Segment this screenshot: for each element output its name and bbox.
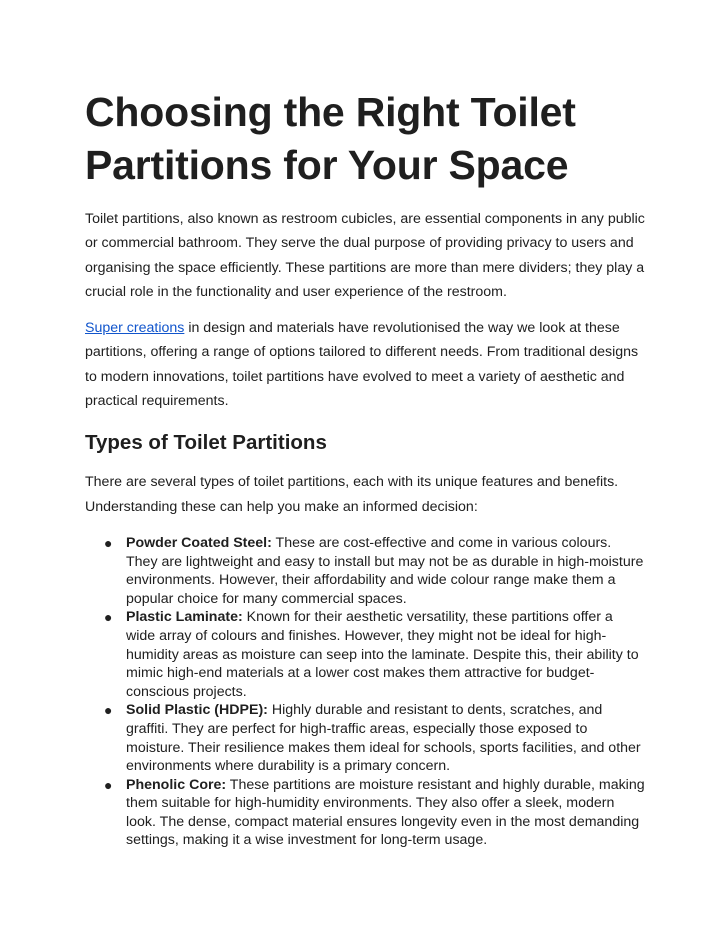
super-creations-link[interactable]: Super creations bbox=[85, 320, 185, 337]
intro-paragraph-2 bbox=[85, 316, 645, 413]
bullet-icon: ● bbox=[104, 776, 113, 793]
list-item-powder-coated-steel bbox=[85, 534, 645, 608]
partition-types-list bbox=[85, 534, 645, 850]
list-item-plastic-laminate bbox=[85, 608, 645, 701]
intro-paragraph-1: Toilet partitions, also known as restroom cubicles, are essential components in any public or commercial bathroom. They serve the dual purpose of providing privacy to users and organising the space efficiently. These partitions are more than mere dividers; they play a crucial role in the functionality and user experience of the restroom. bbox=[85, 211, 645, 300]
intro-paragraph-2-text: in design and materials have revolutionised the way we look at these partitions, offering a range of options tailored to different needs. From traditional designs to modern innovations, toilet partitions have evolved to meet a variety of aesthetic and practical requirements. bbox=[85, 320, 639, 410]
list-item-term: Plastic Laminate: bbox=[126, 609, 243, 626]
bullet-icon: ● bbox=[104, 702, 113, 719]
bullet-icon: ● bbox=[104, 609, 113, 626]
list-item-phenolic-core bbox=[85, 776, 645, 850]
list-item-term: Powder Coated Steel: bbox=[126, 534, 272, 551]
list-item-term: Solid Plastic (HDPE): bbox=[126, 702, 268, 719]
list-item-term: Phenolic Core: bbox=[126, 776, 227, 793]
types-intro-paragraph: There are several types of toilet partitions, each with its unique features and benefits. Understanding these can help you make an informed decision: bbox=[85, 474, 619, 515]
page-title: Choosing the Right Toilet Partitions for Your Space bbox=[85, 89, 576, 188]
list-item-text: These are cost-effective and come in various colours. They are lightweight and easy to install but may not be as durable in high-moisture environments. However, their affordability and wide colour range make them a popular choice for many commercial spaces. bbox=[126, 534, 644, 607]
section-heading-types: Types of Toilet Partitions bbox=[85, 431, 327, 455]
list-item-text: Known for their aesthetic versatility, these partitions offer a wide array of colours and finishes. However, they might not be ideal for high-humidity areas as moisture can seep into the laminate. Despite this, their ability to mimic high-end materials at a lower cost makes them attractive for budget-conscious projects. bbox=[126, 609, 639, 700]
list-item-text: Highly durable and resistant to dents, scratches, and graffiti. They are perfect for high-traffic areas, especially those exposed to moisture. Their resilience makes them ideal for schools, sports facilities, and other environments where durability is a primary concern. bbox=[126, 702, 641, 775]
list-item-text: These partitions are moisture resistant and highly durable, making them suitable for high-humidity environments. They also offer a sleek, modern look. The dense, compact material ensures longevity even in the most demanding settings, making it a wise investment for long-term usage. bbox=[126, 776, 645, 849]
document-page bbox=[85, 86, 645, 850]
list-item-solid-plastic-hdpe bbox=[85, 701, 645, 775]
bullet-icon: ● bbox=[104, 534, 113, 551]
